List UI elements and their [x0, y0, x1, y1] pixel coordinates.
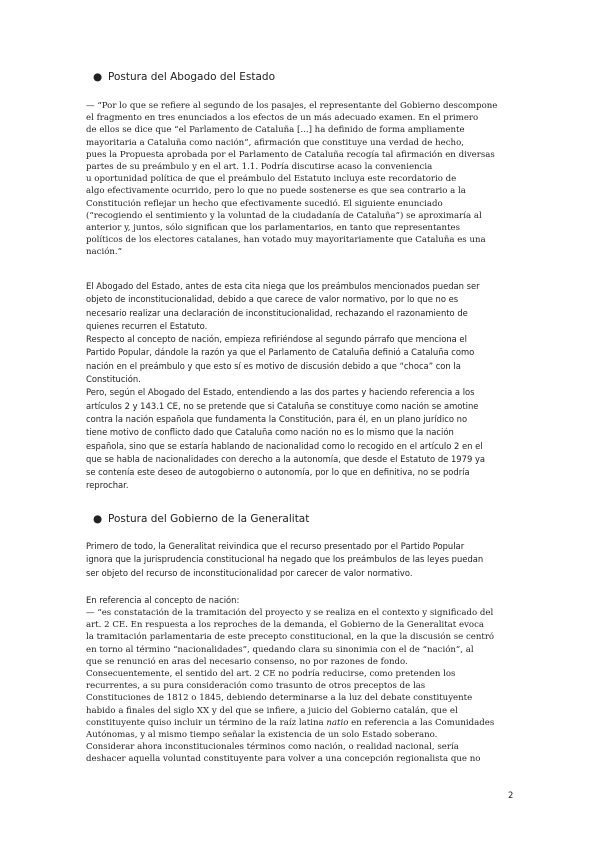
text-line: en torno al término “nacionalidades”, quedando clara su sinonimia con el de “nación”, al — [86, 644, 474, 655]
text-line: mayoritaria a Cataluña como nación”, afirmación que constituye una verdad de hecho, — [86, 137, 464, 148]
text-line: pues la Propuesta aprobada por el Parlamento de Cataluña recogía tal afirmación en diversas — [86, 149, 495, 160]
text-line: — “Por lo que se refiere al segundo de los pasajes, el representante del Gobierno descompone — [86, 101, 498, 111]
section-heading-generalitat — [93, 513, 310, 525]
intro-nacion — [86, 594, 516, 607]
text-line: que se renunció en aras del necesario consenso, no por razones de fondo. — [86, 656, 408, 667]
text-line: algo efectivamente ocurrido, pero lo que no puede sostenerse es que sea contrario a la — [86, 186, 466, 197]
text-line: ser objeto del recurso de inconstitucionalidad por carecer de valor normativo. — [86, 567, 413, 578]
text-line: Autónomas, y al mismo tiempo señalar la existencia de un solo Estado soberano. — [86, 730, 438, 741]
text-line: Respecto al concepto de nación, empieza refiriéndose al segundo párrafo que menciona el — [86, 334, 467, 345]
text-line: Consecuentemente, el sentido del art. 2 CE no podría reducirse, como pretenden los — [86, 669, 456, 680]
text-line: quienes recurren el Estatuto. — [86, 320, 208, 331]
section-heading-text: Postura del Abogado del Estado — [108, 71, 276, 83]
text-line: Partido Popular, dándole la razón ya que el Parlamento de Cataluña definió a Cataluña como — [86, 347, 475, 358]
text-fragment: en referencia a las Comunidades — [348, 717, 495, 728]
page-number: 2 — [508, 790, 514, 800]
text-line: Constitución reflejar un hecho que efectivamente sucedió. El siguiente enunciado — [86, 198, 443, 209]
text-line: El Abogado del Estado, antes de esta cita niega que los preámbulos mencionados puedan ser — [86, 281, 480, 291]
body-abogado — [86, 280, 516, 493]
text-fragment: constituyente quiso incluir un término de la raíz latina — [86, 717, 324, 728]
text-line: nación en el preámbulo y que esto sí es motivo de discusión debido a que “choca” con la — [86, 360, 461, 371]
text-line: anterior y, juntos, sólo significan que los parlamentarios, en tanto que representantes — [86, 223, 461, 234]
section-heading-text: Postura del Gobierno de la Generalitat — [108, 513, 310, 525]
text-line: habido a finales del siglo XX y del que se infiere, a juicio del Gobierno catalán, que el — [86, 705, 458, 716]
body-generalitat — [86, 540, 516, 580]
text-line: Primero de todo, la Generalitat reivindica que el recurso presentado por el Partido Popular — [86, 541, 465, 551]
text-line: se contenía este deseo de autogobierno o autonomía, por lo que en definitiva, no se podría — [86, 467, 470, 478]
section-heading-abogado — [93, 71, 276, 83]
text-line: deshacer aquella voluntad constituyente para volver a una concepción regionalista que no — [86, 754, 481, 765]
text-line: tiene motivo de conflicto dado que Cataluña como nación no es lo mismo que la nación — [86, 427, 454, 438]
text-line: Considerar ahora inconstitucionales términos como nación, o realidad nacional, sería — [86, 742, 459, 753]
text-line: — “es constatación de la tramitación del proyecto y se realiza en el contexto y significado del — [86, 608, 494, 618]
text-line: reprochar. — [86, 480, 129, 491]
italic-word: natio — [326, 717, 349, 728]
text-line: necesario realizar una declaración de inconstitucionalidad, rechazando el razonamiento de — [86, 307, 468, 318]
text-line: Constitución. — [86, 374, 141, 385]
text-line: artículos 2 y 143.1 CE, no se pretende que si Cataluña se constituye como nación se amotine — [86, 400, 479, 411]
text-line: recurrentes, a su pura consideración como trasunto de otros preceptos de las — [86, 681, 426, 692]
text-line: nación.” — [86, 247, 123, 258]
text-line: española, sino que se estaría hablando de nacionalidad como lo recogido en el artículo 2 en el — [86, 440, 483, 451]
text-line: objeto de inconstitucionalidad, debido a que carece de valor normativo, por lo que no es — [86, 294, 459, 305]
text-line: el fragmento en tres enunciados a los efectos de un más adecuado examen. En el primero — [86, 113, 479, 124]
quote-generalitat — [86, 607, 516, 766]
text-line — [86, 717, 516, 729]
bullet-icon: ● — [93, 513, 103, 525]
text-line: que se habla de nacionalidades con derecho a la autonomía, que desde el Estatuto de 1979 ya — [86, 453, 486, 464]
text-line: (“recogiendo el sentimiento y la voluntad de la ciudadanía de Cataluña”) se aproximaría al — [86, 210, 482, 221]
text-line: u oportunidad política de que el preámbulo del Estatuto incluya este recordatorio de — [86, 174, 457, 185]
text-line: políticos de los electores catalanes, han votado muy mayoritariamente que Cataluña es una — [86, 235, 486, 246]
text-line: la tramitación parlamentaria de este precepto constitucional, en la que la discusión se centró — [86, 632, 495, 643]
text-line: de ellos se dice que “el Parlamento de Cataluña [...] ha definido de forma ampliamente — [86, 125, 465, 136]
text-line: En referencia al concepto de nación: — [86, 595, 240, 605]
bullet-icon: ● — [93, 71, 103, 83]
text-line: art. 2 CE. En respuesta a los reproches de la demanda, el Gobierno de la Generalitat evoca — [86, 620, 485, 631]
quote-abogado — [86, 100, 516, 259]
text-line: partes de su preámbulo y en el art. 1.1. Podría discutirse acaso la conveniencia — [86, 162, 433, 173]
text-line: contra la nación española que fundamenta la Constitución, para él, en un plano jurídico no — [86, 413, 468, 424]
text-line: ignora que la jurisprudencia constitucional ha negado que los preámbulos de las leyes puedan — [86, 554, 484, 565]
text-line: Pero, según el Abogado del Estado, entendiendo a las dos partes y haciendo referencia a los — [86, 387, 475, 398]
text-line: Constituciones de 1812 o 1845, debiendo determinarse a la luz del debate constituyente — [86, 693, 473, 704]
